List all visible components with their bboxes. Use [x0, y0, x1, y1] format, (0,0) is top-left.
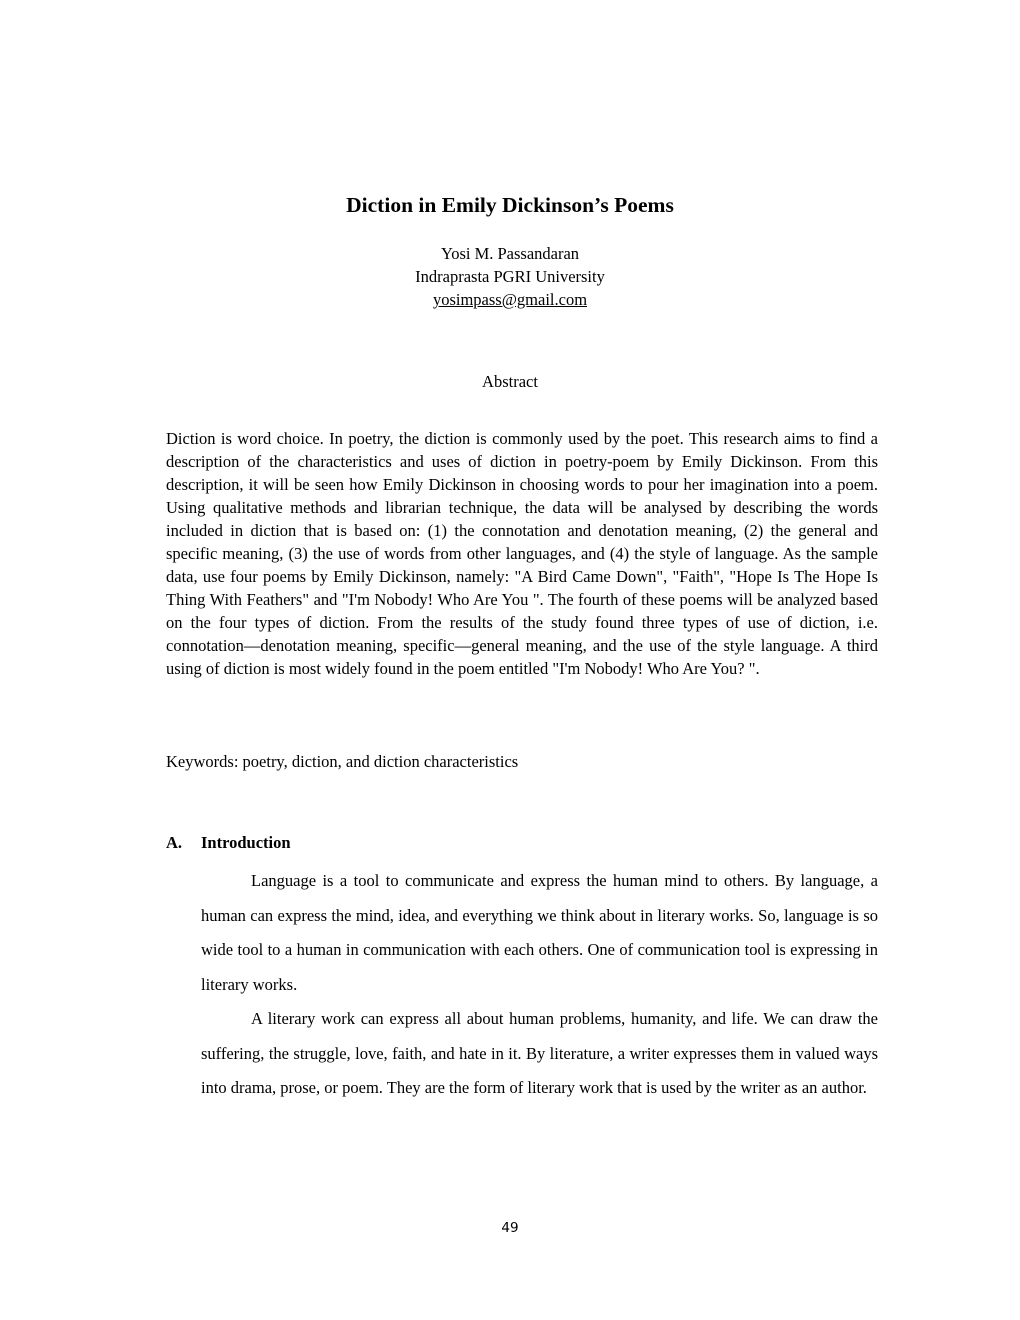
- author-name: Yosi M. Passandaran: [440, 244, 580, 263]
- section-body: [201, 864, 878, 1106]
- abstract-text: Diction is word choice. In poetry, the diction is commonly used by the poet. This research aims to find a description of the characteristics and uses of diction in poetry-poem by Emily Dickinson. From this description, it will be seen how Emily Dickinson in choosing words to pour her imagination into a poem. Using qualitative methods and librarian technique, the data will be analysed by describing the words included in diction that is based on: (1) the connotation and denotation meaning, (2) the general and specific meaning, (3) the use of words from other languages, and (4) the style of language. As the sample data, use four poems by Emily Dickinson, namely: "A Bird Came Down", "Faith", "Hope Is The Hope Is Thing With Feathers" and "I'm Nobody! Who Are You ". The fourth of these poems will be analyzed based on the four types of diction. From the results of the study found three types of use of diction, i.e. connotation—denotation meaning, specific—general meaning, and the use of the style language. A third using of diction is most widely found in the poem entitled "I'm Nobody! Who Are You? ".: [166, 429, 878, 678]
- body-paragraph: A literary work can express all about human problems, humanity, and life. We can draw the suffering, the struggle, love, faith, and hate in it. By literature, a writer expresses them in valued ways into drama, prose, or poem. They are the form of literary work that is used by the writer as an author.: [201, 1009, 878, 1097]
- abstract-heading: Abstract: [482, 372, 538, 391]
- author-affiliation: Indraprasta PGRI University: [415, 267, 605, 286]
- paper-title: Diction in Emily Dickinson’s Poems: [346, 193, 674, 217]
- page-number: 49: [501, 1220, 519, 1236]
- author-block: [0, 242, 1020, 311]
- keywords: Keywords: poetry, diction, and diction characteristics: [166, 752, 519, 771]
- section-number: A.: [166, 833, 183, 852]
- body-paragraph: Language is a tool to communicate and express the human mind to others. By language, a human can express the mind, idea, and everything we think about in literary works. So, language is so wide tool to a human in communication with each others. One of communication tool is expressing in literary works.: [201, 871, 878, 994]
- section-heading: [166, 831, 878, 854]
- section-title: Introduction: [201, 833, 291, 852]
- author-email-link[interactable]: yosimpass@gmail.com: [432, 290, 588, 309]
